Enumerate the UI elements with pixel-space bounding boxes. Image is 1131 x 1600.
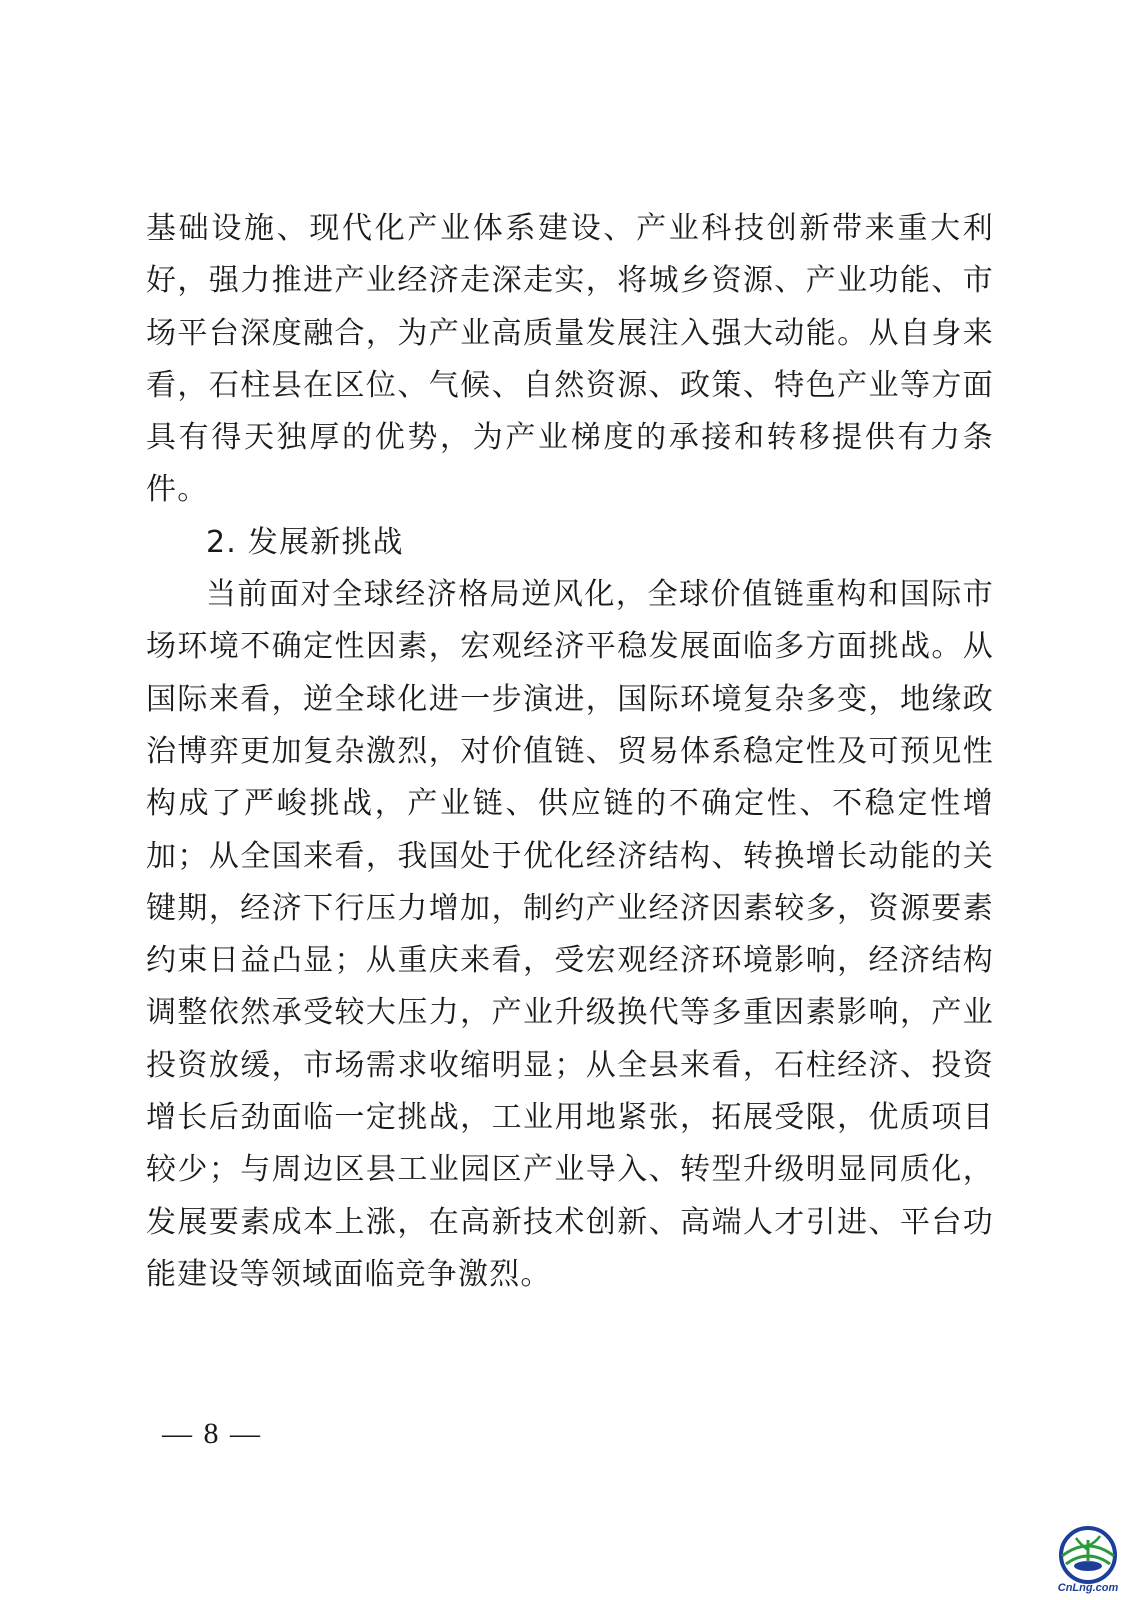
watermark-text: CnLng.com	[1057, 1582, 1119, 1594]
watermark-logo	[1052, 1522, 1124, 1594]
paragraph-continuation: 基础设施、现代化产业体系建设、产业科技创新带来重大利好，强力推进产业经济走深走实，将城乡资源、产业功能、市场平台深度融合，为产业高质量发展注入强大动能。从自身来看，石柱县在区位、气候、自然资源、政策、特色产业等方面具有得天独厚的优势，为产业梯度的承接和转移提供有力条件。	[146, 211, 994, 508]
globe-logo-icon	[1061, 1528, 1115, 1582]
paragraph-challenges: 当前面对全球经济格局逆风化，全球价值链重构和国际市场环境不确定性因素，宏观经济平稳发展面临多方面挑战。从国际来看，逆全球化进一步演进，国际环境复杂多变，地缘政治博弈更加复杂激烈，对价值链、贸易体系稳定性及可预见性构成了严峻挑战，产业链、供应链的不确定性、不稳定性增加；从全国来看，我国处于优化经济结构、转换增长动能的关键期，经济下行压力增加，制约产业经济因素较多，资源要素约束日益凸显；从重庆来看，受宏观经济环境影响，经济结构调整依然承受较大压力，产业升级换代等多重因素影响，产业投资放缓，市场需求收缩明显；从全县来看，石柱经济、投资增长后劲面临一定挑战，工业用地紧张，拓展受限，优质项目较少；与周边区县工业园区产业导入、转型升级明显同质化，发展要素成本上涨，在高新技术创新、高端人才引进、平台功能建设等领域面临竞争激烈。	[146, 577, 994, 1292]
document-body	[146, 203, 994, 1301]
page-number: — 8 —	[162, 1417, 262, 1450]
section-heading: 2. 发展新挑战	[206, 524, 404, 560]
